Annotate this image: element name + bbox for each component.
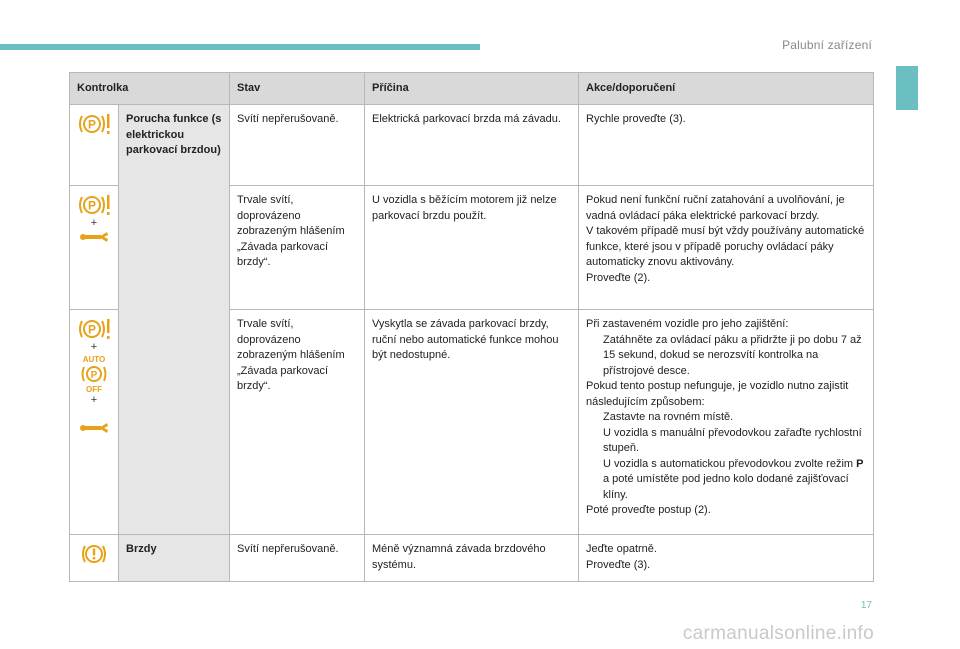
cause-text: U vozidla s běžícím motorem již nelze parkovací brzdu použít. <box>365 186 579 310</box>
list-item <box>586 457 866 504</box>
list-item <box>586 426 866 457</box>
action-step: U vozidla s manuální převodovkou zařaďte rychlostní stupeň. <box>603 426 862 454</box>
svg-text:P: P <box>87 322 97 337</box>
list-item <box>586 333 866 380</box>
fault-group-label: Porucha funkce (s elektrickou parkovací brzdou) <box>119 105 230 535</box>
action-text: Rychle proveďte (3). <box>579 105 874 186</box>
state-text: Trvale svítí, doprovázeno zobrazeným hlášením „Závada parkovací brzdy“. <box>230 186 365 310</box>
column-header-action: Akce/doporučení <box>579 73 874 105</box>
state-text: Svítí nepřerušovaně. <box>230 105 365 186</box>
wrench-icon <box>79 230 109 244</box>
indicator-cell <box>70 310 119 535</box>
action-text: Pokud není funkční ruční zatahování a uvolňování, je vadná ovládací páka elektrické parkovací brzdy. V takovém případě musí být vždy používány automatické funkce, které jsou v případě poruchy ovládací páky automaticky znovu aktivovány. Proveďte (2). <box>579 186 874 310</box>
svg-text:P: P <box>87 198 97 213</box>
action-step: Zatáhněte za ovládací páku a přidržte ji po dobu 7 až 15 sekund, dokud se nerozsvítí kontrolka na přístrojové desce. <box>603 333 862 377</box>
parking-brake-warning-icon <box>77 112 111 136</box>
action-cell <box>579 310 874 535</box>
table-row <box>70 105 874 186</box>
plus-sign: + <box>90 394 98 406</box>
action-step-suffix: a poté umístěte pod jedno kolo dodané zajišťovací klíny. <box>603 473 849 501</box>
plus-sign: + <box>90 217 98 229</box>
svg-text:P: P <box>90 370 98 381</box>
parking-brake-warning-icon <box>77 317 111 341</box>
brake-warning-icon <box>77 542 111 566</box>
cause-text: Elektrická parkovací brzda má závadu. <box>365 105 579 186</box>
cause-text: Vyskytla se závada parkovací brzdy, ruční nebo automatické funkce mohou být nedostupné. <box>365 310 579 535</box>
off-label: OFF <box>86 385 102 394</box>
indicator-cell <box>70 105 119 186</box>
action-step-prefix: U vozidla s automatickou převodovkou zvolte režim <box>603 457 857 470</box>
table-row <box>70 535 874 582</box>
svg-text:P: P <box>87 117 97 132</box>
table-header-row <box>70 73 874 105</box>
wrench-icon <box>79 421 109 435</box>
list-item <box>586 410 866 426</box>
cause-text: Méně významná závada brzdového systému. <box>365 535 579 582</box>
action-text: Jeďte opatrně. Proveďte (3). <box>579 535 874 582</box>
action-mid: Pokud tento postup nefunguje, je vozidlo nutno zajistit následujícím způsobem: <box>586 380 849 408</box>
column-header-state: Stav <box>230 73 365 105</box>
top-accent-bar <box>0 44 480 50</box>
indicator-cell <box>70 535 119 582</box>
gear-position-p: P <box>856 457 864 470</box>
auto-label: AUTO <box>82 355 106 364</box>
column-header-cause: Příčina <box>365 73 579 105</box>
watermark: carmanualsonline.info <box>682 623 874 644</box>
auto-parking-off-icon <box>78 354 110 394</box>
parking-brake-warning-icon <box>77 193 111 217</box>
action-step: Zastavte na rovném místě. <box>603 411 734 423</box>
chapter-number-tab <box>896 66 918 110</box>
page-number: 17 <box>860 600 872 611</box>
indicator-cell <box>70 186 119 310</box>
state-text: Trvale svítí, doprovázeno zobrazeným hlášením „Závada parkovací brzdy“. <box>230 310 365 535</box>
action-intro: Při zastaveném vozidle pro jeho zajištění: <box>586 318 789 330</box>
state-text: Svítí nepřerušovaně. <box>230 535 365 582</box>
action-end: Poté proveďte postup (2). <box>586 504 711 516</box>
column-header-indicator: Kontrolka <box>70 73 230 105</box>
fault-label: Brzdy <box>119 535 230 582</box>
plus-sign: + <box>90 341 98 353</box>
section-title: Palubní zařízení <box>782 38 872 52</box>
warning-lights-table <box>69 72 874 582</box>
